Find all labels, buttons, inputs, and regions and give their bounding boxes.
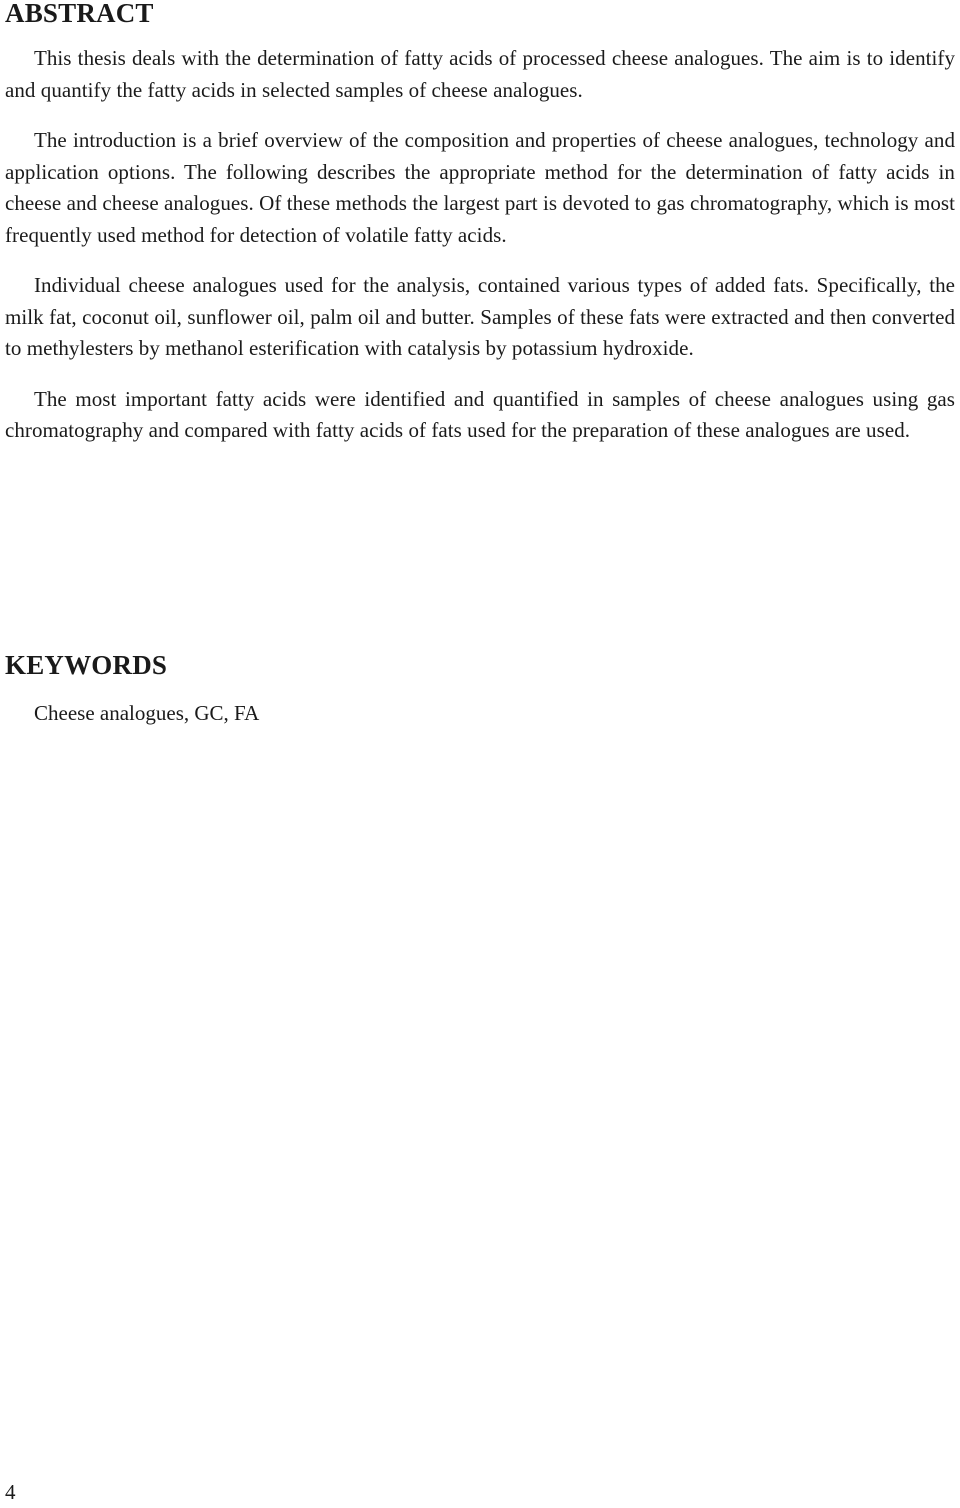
abstract-body (5, 43, 955, 466)
abstract-heading: ABSTRACT (5, 0, 154, 28)
abstract-paragraph-3: Individual cheese analogues used for the analysis, contained various types of added fats. Specifically, the milk fat, coconut oil, sunflower oil, palm oil and butter. Samples of these fats were extracted and then converted to methylesters by methanol esterification with catalysis by potassium hydroxide. (5, 273, 955, 360)
page-number: 4 (5, 1480, 16, 1504)
abstract-paragraph-2: The introduction is a brief overview of the composition and properties of cheese analogues, technology and application options. The following describes the appropriate method for the determination of fatty acids in cheese and cheese analogues. Of these methods the largest part is devoted to gas chromatography, which is most frequently used method for detection of volatile fatty acids. (5, 128, 955, 247)
keywords-list: Cheese analogues, GC, FA (34, 701, 260, 725)
keywords-heading: KEYWORDS (5, 650, 168, 680)
abstract-paragraph-1: This thesis deals with the determination of fatty acids of processed cheese analogues. The aim is to identify and quantify the fatty acids in selected samples of cheese analogues. (5, 46, 955, 102)
abstract-paragraph-4: The most important fatty acids were identified and quantified in samples of cheese analogues using gas chromatography and compared with fatty acids of fats used for the preparation of these analogues are used. (5, 386, 955, 442)
